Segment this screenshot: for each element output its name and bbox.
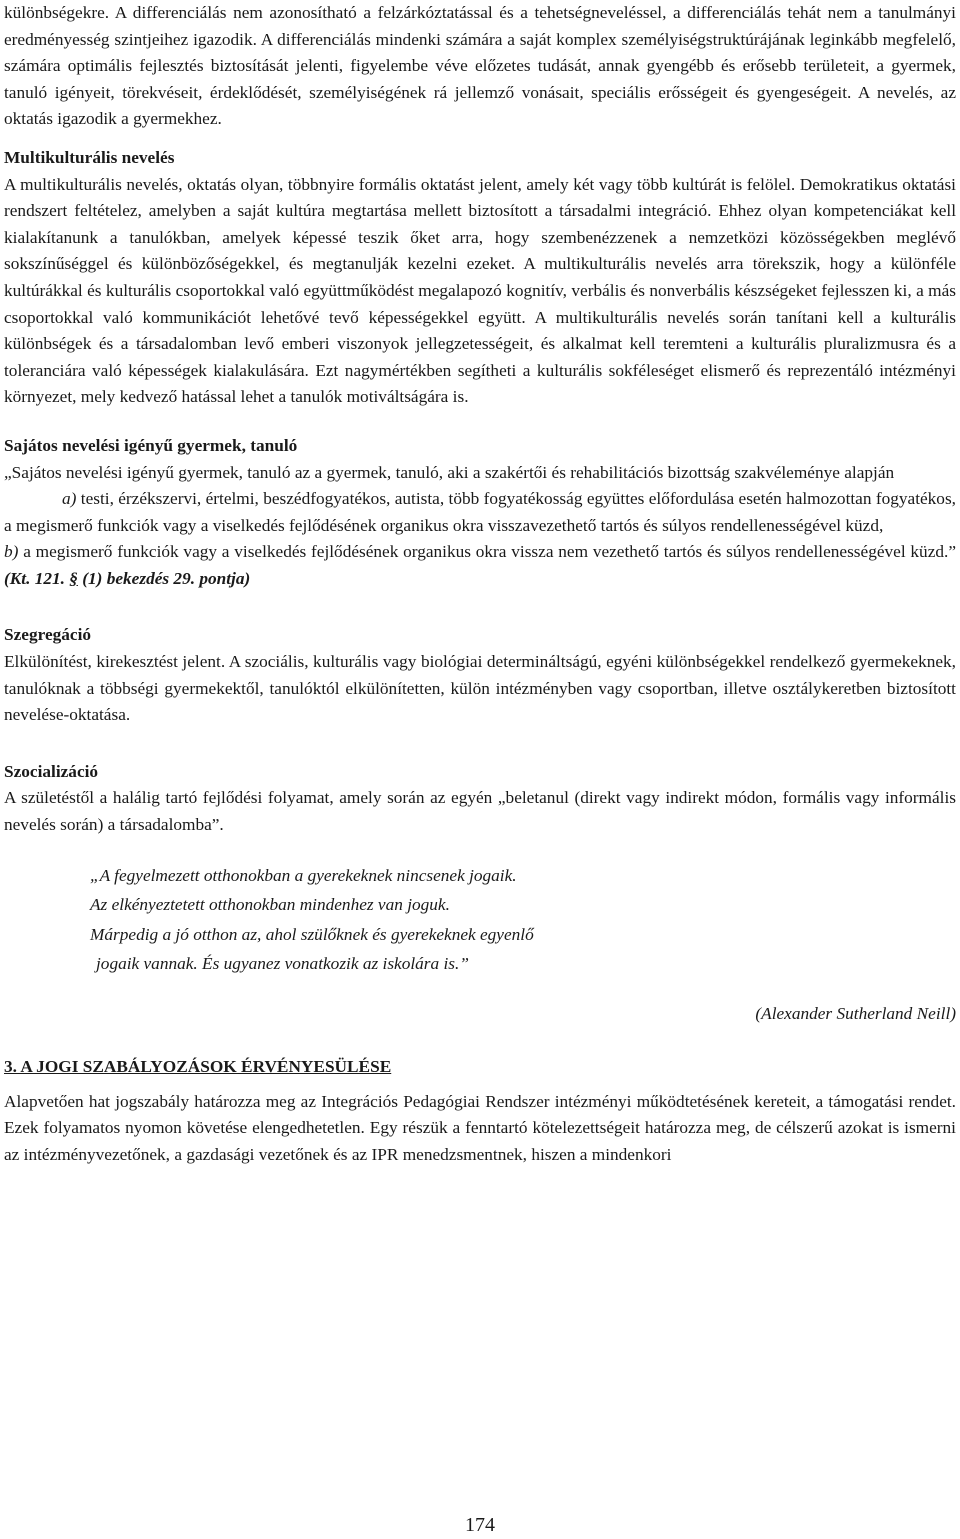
szocializacio-paragraph: A születéstől a halálig tartó fejlődési folyamat, amely során az egyén „beletanul (direkt vagy indirekt módon, formális vagy informális nevelés során) a társadalomba”. [4, 788, 956, 835]
quote-block [4, 861, 956, 979]
page-number: 174 [465, 1514, 495, 1536]
quote-line: jogaik vannak. És ugyanez vonatkozik az iskolára is.” [96, 954, 469, 974]
quote-line: Márpedig a jó otthon az, ahol szülőknek és gyerekeknek egyenlő [90, 924, 534, 944]
sni-item-a [4, 486, 956, 539]
heading-szocializacio: Szocializáció [4, 761, 99, 781]
legal-reference: (Kt. 121. § (1) bekezdés 29. pontja) [4, 568, 251, 588]
sni-item-b [4, 539, 956, 592]
section-paragraph: Alapvetően hat jogszabály határozza meg az Integrációs Pedagógiai Rendszer intézményi működtetésének kereteit, a támogatási rendet. Ezek folyamatos nyomon követése elengedhetetlen. Egy részük a fenntartó kötelezettségeit határozza meg, de célszerű azokat is ismerni az intézményvezetőnek, a gazdasági vezetőnek és az IPR menedzsmentnek, hiszen a mindenkori [4, 1091, 956, 1164]
section-heading: 3. A JOGI SZABÁLYOZÁSOK ÉRVÉNYESÜLÉSE [4, 1057, 392, 1077]
sni-intro: „Sajátos nevelési igényű gyermek, tanuló az a gyermek, tanuló, aki a szakértői és rehabilitációs bizottság szakvéleménye alapján [4, 462, 895, 482]
heading-multikulturalis: Multikulturális nevelés [4, 147, 175, 167]
sni-label-b: b) [4, 542, 19, 562]
quote-author: (Alexander Sutherland Neill) [755, 1003, 956, 1023]
sni-label-a: a) [62, 489, 77, 509]
multikulturalis-paragraph: A multikulturális nevelés, oktatás olyan, többnyire formális oktatást jelent, amely két vagy több kultúrát is felölel. Demokratikus oktatási rendszert feltételez, amelyben a saját kultúra megtartása mellett biztosított a társadalmi integráció. Ehhez olyan kompetenciákat kell kialakítanunk a tanulókban, amelyek képessé teszik őket arra, hogy szembenézzenek a nemzetközi közösségekben meglévő sokszínűséggel és különbözőségekkel, és megtanulják kezelni ezeket. A multikulturális nevelés arra törekszik, hogy a különféle kultúrákkal és kulturális csoportokkal való együttműködést megalapozó kognitív, verbális és nonverbális készségeket fejlesszen ki, a más csoportokkal való kommunikációt lehetővé tevő képességekkel együtt. A multikulturális nevelés során tanítani kell a kulturális különbségek és a társadalomban levő emberi viszonyok jellegzetességeit, és alkalmat kell teremteni a kulturális pluralizmusra és a toleranciára való képességek kialakulására. Ezt nagymértékben segítheti a kulturális sokféleséget elismerő és reprezentáló intézményi környezet, mely kedvező hatással lehet a tanulók motiváltságára is. [4, 174, 956, 407]
intro-paragraph: különbségekre. A differenciálás nem azonosítható a felzárkóztatással és a tehetségneveléssel, a differenciálás tehát nem a tanulmányi eredményesség szintjeihez igazodik. A differenciálás mindenki számára a saját komplex személyiségstruktúrájának leginkább megfelelő, számára optimális fejlesztés biztosítását jelenti, figyelembe véve előzetes tudását, annak gyengébb és erősebb területeit, a gyermek, tanuló igényeit, törekvéseit, érdeklődését, személyiségének rá jellemző vonásait, speciális erősségeit és gyengeségeit. A nevelés, az oktatás igazodik a gyermekhez. [4, 3, 956, 129]
szegregacio-paragraph: Elkülönítést, kirekesztést jelent. A szociális, kulturális vagy biológiai determináltságú, egyéni különbségekkel rendelkező gyermekeknek, tanulóknak a többségi gyermekektől, tanulóktól elkülönítetten, külön intézményben vagy csoportban, illetve osztálykeretben biztosított nevelése-oktatása. [4, 652, 956, 725]
quote-line: Az elkényeztetett otthonokban mindenhez van joguk. [90, 895, 450, 915]
heading-szegregacio: Szegregáció [4, 625, 92, 645]
quote-line: „A fegyelmezett otthonokban a gyerekeknek nincsenek jogaik. [90, 865, 517, 885]
document-page [4, 0, 956, 1169]
sni-text-b: a megismerő funkciók vagy a viselkedés fejlődésének organikus okra vissza nem vezethető tartós és súlyos rendellenességével küzd.” [18, 542, 956, 562]
sni-text-a: testi, érzékszervi, értelmi, beszédfogyatékos, autista, több fogyatékosság együttes előfordulása esetén halmozottan fogyatékos, a megismerő funkciók vagy a viselkedés fejlődésének organikus okra visszavezethető tartós és súlyos rendellenességével küzd, [4, 489, 956, 535]
heading-sni: Sajátos nevelési igényű gyermek, tanuló [4, 435, 298, 455]
